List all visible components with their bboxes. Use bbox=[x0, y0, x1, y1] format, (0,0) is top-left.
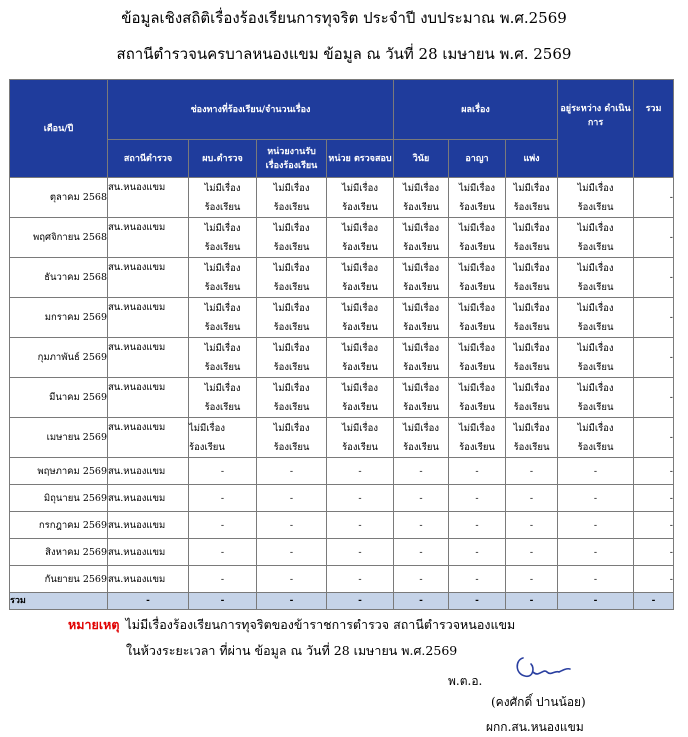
cell-text-line-1: ไม่มีเรื่อง bbox=[204, 382, 241, 394]
cell-text-line-1: ไม่มีเรื่อง bbox=[513, 222, 550, 234]
cell-total: - bbox=[634, 378, 674, 418]
cell-inspection-unit: - bbox=[327, 512, 394, 539]
cell-text-line-1: ไม่มีเรื่อง bbox=[403, 342, 439, 354]
total-label: รวม bbox=[10, 593, 108, 610]
header-results: ผลเรื่อง bbox=[394, 80, 558, 140]
cell-police-chief: - bbox=[189, 539, 257, 566]
table-row bbox=[10, 485, 674, 512]
cell-text-line-2: ร้องเรียน bbox=[513, 201, 550, 213]
subheader-police-chief: ผบ.ตำรวจ bbox=[189, 140, 257, 178]
cell-station: สน.หนองแขม bbox=[108, 458, 189, 485]
cell-inspection-unit bbox=[327, 218, 394, 258]
cell-in-progress bbox=[558, 178, 634, 218]
cell-text-line-1: ไม่มีเรื่อง bbox=[577, 342, 614, 354]
cell-inspection-unit bbox=[327, 418, 394, 458]
cell-in-progress bbox=[558, 338, 634, 378]
cell-total: - bbox=[634, 539, 674, 566]
cell-police-chief bbox=[189, 218, 257, 258]
cell-text-line-2: ร้องเรียน bbox=[577, 281, 614, 293]
cell-text-line-2: ร้องเรียน bbox=[342, 201, 378, 213]
cell-in-progress: - bbox=[558, 539, 634, 566]
cell-criminal: - bbox=[449, 566, 506, 593]
cell-text-line-2: ร้องเรียน bbox=[513, 361, 550, 373]
cell-text-line-1: ไม่มีเรื่อง bbox=[342, 222, 378, 234]
cell-text-line-1: ไม่มีเรื่อง bbox=[513, 302, 550, 314]
cell-in-progress bbox=[558, 418, 634, 458]
cell-civil: - bbox=[506, 458, 558, 485]
cell-text-line-1: ไม่มีเรื่อง bbox=[459, 422, 495, 434]
cell-civil: - bbox=[506, 566, 558, 593]
cell-text-line-2: ร้องเรียน bbox=[342, 361, 378, 373]
cell-text-line-2: ร้องเรียน bbox=[204, 281, 241, 293]
cell-text-line-1: ไม่มีเรื่อง bbox=[273, 342, 310, 354]
cell-text-line-2: ร้องเรียน bbox=[403, 201, 439, 213]
cell-disciplinary bbox=[394, 218, 449, 258]
cell-text-line-1: ไม่มีเรื่อง bbox=[459, 222, 495, 234]
cell-text-line-2: ร้องเรียน bbox=[403, 281, 439, 293]
cell-criminal bbox=[449, 418, 506, 458]
total-station: - bbox=[108, 593, 189, 610]
cell-text-line-1: ไม่มีเรื่อง bbox=[342, 342, 378, 354]
cell-station: สน.หนองแขม bbox=[108, 485, 189, 512]
cell-text-line-2: ร้องเรียน bbox=[273, 281, 310, 293]
page-subtitle: สถานีตำรวจนครบาลหนองแขม ข้อมูล ณ วันที่ 28 เมษายน พ.ศ. 2569 bbox=[116, 45, 572, 63]
cell-text-line-2: ร้องเรียน bbox=[403, 361, 439, 373]
cell-total: - bbox=[634, 512, 674, 539]
cell-inspection-unit bbox=[327, 178, 394, 218]
table-row bbox=[10, 338, 674, 378]
cell-station: สน.หนองแขม bbox=[108, 566, 189, 593]
cell-civil bbox=[506, 258, 558, 298]
cell-text-line-1: ไม่มีเรื่อง bbox=[273, 182, 310, 194]
cell-disciplinary bbox=[394, 258, 449, 298]
cell-criminal: - bbox=[449, 485, 506, 512]
cell-total: - bbox=[634, 178, 674, 218]
cell-in-progress: - bbox=[558, 512, 634, 539]
cell-total: - bbox=[634, 485, 674, 512]
cell-text-line-2: ร้องเรียน bbox=[403, 321, 439, 333]
table-row bbox=[10, 512, 674, 539]
cell-text-line-1: ไม่มีเรื่อง bbox=[204, 182, 241, 194]
cell-inspection-unit: - bbox=[327, 458, 394, 485]
signature-rank: พ.ต.อ. bbox=[448, 674, 483, 688]
table-row bbox=[10, 418, 674, 458]
cell-text-line-1: ไม่มีเรื่อง bbox=[513, 262, 550, 274]
cell-police-chief bbox=[189, 178, 257, 218]
cell-criminal bbox=[449, 178, 506, 218]
cell-text-line-2: ร้องเรียน bbox=[459, 361, 495, 373]
total-total: - bbox=[634, 593, 674, 610]
table-body bbox=[10, 178, 674, 610]
cell-complaint-unit: - bbox=[257, 458, 327, 485]
cell-text-line-1: ไม่มีเรื่อง bbox=[513, 422, 550, 434]
cell-disciplinary bbox=[394, 418, 449, 458]
cell-in-progress bbox=[558, 298, 634, 338]
cell-station: สน.หนองแขม bbox=[108, 258, 189, 298]
cell-text-line-1: ไม่มีเรื่อง bbox=[459, 262, 495, 274]
cell-total: - bbox=[634, 458, 674, 485]
cell-police-chief: - bbox=[189, 485, 257, 512]
cell-text-line-2: ร้องเรียน bbox=[577, 401, 614, 413]
total-civil: - bbox=[506, 593, 558, 610]
cell-civil bbox=[506, 418, 558, 458]
cell-police-chief bbox=[189, 418, 257, 458]
cell-text-line-2: ร้องเรียน bbox=[342, 321, 378, 333]
cell-text-line-2: ร้องเรียน bbox=[577, 361, 614, 373]
page-title: ข้อมูลเชิงสถิติเรื่องร้องเรียนการทุจริต ประจำปี งบประมาณ พ.ศ.2569 bbox=[121, 9, 567, 27]
table-row bbox=[10, 378, 674, 418]
cell-text-line-1: ไม่มีเรื่อง bbox=[513, 382, 550, 394]
cell-criminal bbox=[449, 218, 506, 258]
subheader-inspection-unit: หน่วย ตรวจสอบ bbox=[327, 140, 394, 178]
cell-station: สน.หนองแขม bbox=[108, 338, 189, 378]
note-line-1 bbox=[68, 615, 515, 635]
cell-text-line-2: ร้องเรียน bbox=[342, 241, 378, 253]
cell-text-line-2: ร้องเรียน bbox=[513, 241, 550, 253]
cell-total: - bbox=[634, 338, 674, 378]
cell-month: พฤษภาคม 2569 bbox=[10, 458, 108, 485]
total-row bbox=[10, 593, 674, 610]
cell-text-line-1: ไม่มีเรื่อง bbox=[577, 262, 614, 274]
cell-complaint-unit bbox=[257, 178, 327, 218]
cell-month: สิงหาคม 2569 bbox=[10, 539, 108, 566]
cell-inspection-unit: - bbox=[327, 485, 394, 512]
cell-text-line-2: ร้องเรียน bbox=[273, 241, 310, 253]
cell-text-line-2: ร้องเรียน bbox=[273, 321, 310, 333]
signature-position: ผกก.สน.หนองแขม bbox=[486, 720, 584, 734]
cell-station: สน.หนองแขม bbox=[108, 378, 189, 418]
cell-police-chief: - bbox=[189, 566, 257, 593]
cell-text-line-2: ร้องเรียน bbox=[459, 201, 495, 213]
cell-criminal bbox=[449, 258, 506, 298]
cell-text-line-1: ไม่มีเรื่อง bbox=[403, 382, 439, 394]
cell-text-line-1: ไม่มีเรื่อง bbox=[273, 222, 310, 234]
cell-text-line-2: ร้องเรียน bbox=[459, 441, 495, 453]
cell-text-line-1: ไม่มีเรื่อง bbox=[273, 302, 310, 314]
cell-text-line-1: ไม่มีเรื่อง bbox=[513, 182, 550, 194]
cell-disciplinary bbox=[394, 378, 449, 418]
cell-text-line-1: ไม่มีเรื่อง bbox=[403, 302, 439, 314]
cell-text-line-1: ไม่มีเรื่อง bbox=[403, 422, 439, 434]
signature-name: (คงศักดิ์ ปานน้อย) bbox=[491, 695, 586, 709]
cell-text-line-2: ร้องเรียน bbox=[273, 401, 310, 413]
cell-complaint-unit: - bbox=[257, 485, 327, 512]
cell-text-line-1: ไม่มีเรื่อง bbox=[342, 382, 378, 394]
cell-civil: - bbox=[506, 539, 558, 566]
cell-text-line-1: ไม่มีเรื่อง bbox=[577, 382, 614, 394]
cell-complaint-unit bbox=[257, 258, 327, 298]
cell-month: ธันวาคม 2568 bbox=[10, 258, 108, 298]
subheader-complaint-unit: หน่วยงานรับ เรื่องร้องเรียน bbox=[257, 140, 327, 178]
cell-disciplinary bbox=[394, 298, 449, 338]
cell-text-line-2: ร้องเรียน bbox=[459, 401, 495, 413]
cell-disciplinary: - bbox=[394, 566, 449, 593]
cell-text-line-1: ไม่มีเรื่อง bbox=[577, 422, 614, 434]
cell-criminal bbox=[449, 378, 506, 418]
cell-text-line-1: ไม่มีเรื่อง bbox=[459, 342, 495, 354]
cell-disciplinary: - bbox=[394, 512, 449, 539]
total-police-chief: - bbox=[189, 593, 257, 610]
cell-civil: - bbox=[506, 512, 558, 539]
cell-in-progress: - bbox=[558, 566, 634, 593]
cell-text-line-2: ร้องเรียน bbox=[403, 401, 439, 413]
cell-text-line-1: ไม่มีเรื่อง bbox=[273, 422, 310, 434]
cell-station: สน.หนองแขม bbox=[108, 218, 189, 258]
cell-text-line-1: ไม่มีเรื่อง bbox=[189, 422, 225, 434]
cell-text-line-1: ไม่มีเรื่อง bbox=[403, 262, 439, 274]
cell-text-line-1: ไม่มีเรื่อง bbox=[342, 422, 378, 434]
cell-text-line-2: ร้องเรียน bbox=[204, 241, 241, 253]
handwritten-signature bbox=[513, 648, 573, 688]
cell-disciplinary bbox=[394, 178, 449, 218]
total-in-progress: - bbox=[558, 593, 634, 610]
cell-text-line-2: ร้องเรียน bbox=[204, 361, 241, 373]
cell-month: กันยายน 2569 bbox=[10, 566, 108, 593]
cell-civil bbox=[506, 218, 558, 258]
cell-text-line-1: ไม่มีเรื่อง bbox=[459, 182, 495, 194]
cell-text-line-1: ไม่มีเรื่อง bbox=[204, 222, 241, 234]
cell-station: สน.หนองแขม bbox=[108, 539, 189, 566]
subheader-station: สถานีตำรวจ bbox=[108, 140, 189, 178]
cell-total: - bbox=[634, 418, 674, 458]
cell-inspection-unit bbox=[327, 298, 394, 338]
header-month: เดือน/ปี bbox=[10, 80, 108, 178]
cell-inspection-unit: - bbox=[327, 566, 394, 593]
cell-in-progress bbox=[558, 378, 634, 418]
header-total: รวม bbox=[634, 80, 674, 178]
cell-month: กรกฎาคม 2569 bbox=[10, 512, 108, 539]
cell-criminal bbox=[449, 338, 506, 378]
cell-text-line-1: ไม่มีเรื่อง bbox=[577, 222, 614, 234]
cell-text-line-1: ไม่มีเรื่อง bbox=[577, 182, 614, 194]
cell-text-line-1: ไม่มีเรื่อง bbox=[403, 182, 439, 194]
cell-inspection-unit bbox=[327, 378, 394, 418]
cell-text-line-2: ร้องเรียน bbox=[403, 241, 439, 253]
subheader-disciplinary: วินัย bbox=[394, 140, 449, 178]
cell-police-chief bbox=[189, 378, 257, 418]
cell-text-line-1: ไม่มีเรื่อง bbox=[342, 262, 378, 274]
cell-text-line-2: ร้องเรียน bbox=[459, 281, 495, 293]
cell-in-progress: - bbox=[558, 485, 634, 512]
cell-text-line-2: ร้องเรียน bbox=[403, 441, 439, 453]
cell-text-line-1: ไม่มีเรื่อง bbox=[273, 382, 310, 394]
cell-text-line-1: ไม่มีเรื่อง bbox=[577, 302, 614, 314]
cell-text-line-2: ร้องเรียน bbox=[204, 201, 241, 213]
table-row bbox=[10, 539, 674, 566]
cell-inspection-unit bbox=[327, 338, 394, 378]
cell-civil bbox=[506, 178, 558, 218]
cell-text-line-1: ไม่มีเรื่อง bbox=[342, 182, 378, 194]
complaint-statistics-table bbox=[9, 79, 674, 610]
table-row bbox=[10, 258, 674, 298]
cell-text-line-2: ร้องเรียน bbox=[577, 321, 614, 333]
cell-in-progress bbox=[558, 218, 634, 258]
cell-complaint-unit bbox=[257, 378, 327, 418]
cell-text-line-2: ร้องเรียน bbox=[577, 201, 614, 213]
cell-text-line-2: ร้องเรียน bbox=[342, 281, 378, 293]
cell-text-line-2: ร้องเรียน bbox=[342, 401, 378, 413]
subheader-criminal: อาญา bbox=[449, 140, 506, 178]
cell-complaint-unit bbox=[257, 218, 327, 258]
cell-text-line-1: ไม่มีเรื่อง bbox=[273, 262, 310, 274]
cell-text-line-1: ไม่มีเรื่อง bbox=[459, 302, 495, 314]
cell-disciplinary bbox=[394, 338, 449, 378]
table-row bbox=[10, 458, 674, 485]
cell-complaint-unit bbox=[257, 418, 327, 458]
cell-disciplinary: - bbox=[394, 539, 449, 566]
cell-inspection-unit bbox=[327, 258, 394, 298]
cell-text-line-1: ไม่มีเรื่อง bbox=[342, 302, 378, 314]
cell-text-line-1: ไม่มีเรื่อง bbox=[204, 262, 241, 274]
cell-police-chief bbox=[189, 258, 257, 298]
cell-text-line-2: ร้องเรียน bbox=[459, 241, 495, 253]
cell-text-line-1: ไม่มีเรื่อง bbox=[459, 382, 495, 394]
cell-text-line-2: ร้องเรียน bbox=[513, 281, 550, 293]
table-row bbox=[10, 298, 674, 338]
cell-complaint-unit: - bbox=[257, 539, 327, 566]
cell-text-line-2: ร้องเรียน bbox=[189, 441, 225, 453]
total-complaint-unit: - bbox=[257, 593, 327, 610]
cell-in-progress bbox=[558, 258, 634, 298]
total-disciplinary: - bbox=[394, 593, 449, 610]
cell-text-line-1: ไม่มีเรื่อง bbox=[403, 222, 439, 234]
table-row bbox=[10, 178, 674, 218]
cell-police-chief: - bbox=[189, 458, 257, 485]
header-channels: ช่องทางที่ร้องเรียน/จำนวนเรื่อง bbox=[108, 80, 394, 140]
cell-text-line-1: ไม่มีเรื่อง bbox=[204, 342, 241, 354]
cell-text-line-2: ร้องเรียน bbox=[273, 361, 310, 373]
header-in-progress: อยู่ระหว่าง ดำเนินการ bbox=[558, 80, 634, 178]
cell-text-line-2: ร้องเรียน bbox=[204, 401, 241, 413]
cell-disciplinary: - bbox=[394, 458, 449, 485]
cell-criminal: - bbox=[449, 539, 506, 566]
cell-text-line-2: ร้องเรียน bbox=[204, 321, 241, 333]
cell-inspection-unit: - bbox=[327, 539, 394, 566]
cell-month: เมษายน 2569 bbox=[10, 418, 108, 458]
total-criminal: - bbox=[449, 593, 506, 610]
cell-police-chief: - bbox=[189, 512, 257, 539]
cell-month: พฤศจิกายน 2568 bbox=[10, 218, 108, 258]
cell-disciplinary: - bbox=[394, 485, 449, 512]
cell-total: - bbox=[634, 218, 674, 258]
total-inspection-unit: - bbox=[327, 593, 394, 610]
cell-in-progress: - bbox=[558, 458, 634, 485]
table-row bbox=[10, 566, 674, 593]
cell-complaint-unit: - bbox=[257, 566, 327, 593]
cell-text-line-2: ร้องเรียน bbox=[342, 441, 378, 453]
cell-month: มีนาคม 2569 bbox=[10, 378, 108, 418]
cell-station: สน.หนองแขม bbox=[108, 512, 189, 539]
cell-total: - bbox=[634, 566, 674, 593]
table-row bbox=[10, 218, 674, 258]
cell-criminal bbox=[449, 298, 506, 338]
cell-text-line-2: ร้องเรียน bbox=[273, 441, 310, 453]
cell-text-line-1: ไม่มีเรื่อง bbox=[204, 302, 241, 314]
cell-total: - bbox=[634, 258, 674, 298]
cell-text-line-2: ร้องเรียน bbox=[513, 441, 550, 453]
cell-criminal: - bbox=[449, 458, 506, 485]
cell-complaint-unit bbox=[257, 298, 327, 338]
cell-text-line-2: ร้องเรียน bbox=[577, 241, 614, 253]
cell-station: สน.หนองแขม bbox=[108, 418, 189, 458]
cell-month: มกราคม 2569 bbox=[10, 298, 108, 338]
cell-text-line-1: ไม่มีเรื่อง bbox=[513, 342, 550, 354]
cell-text-line-2: ร้องเรียน bbox=[459, 321, 495, 333]
cell-month: กุมภาพันธ์ 2569 bbox=[10, 338, 108, 378]
cell-month: ตุลาคม 2568 bbox=[10, 178, 108, 218]
cell-civil: - bbox=[506, 485, 558, 512]
note-text: ไม่มีเรื่องร้องเรียนการทุจริตของข้าราชการตำรวจ สถานีตำรวจหนองแขม bbox=[125, 617, 516, 632]
cell-civil bbox=[506, 378, 558, 418]
cell-civil bbox=[506, 338, 558, 378]
cell-police-chief bbox=[189, 298, 257, 338]
note-line-2: ในห้วงระยะเวลา ที่ผ่าน ข้อมูล ณ วันที่ 28 เมษายน พ.ศ.2569 bbox=[126, 643, 458, 658]
cell-criminal: - bbox=[449, 512, 506, 539]
cell-text-line-2: ร้องเรียน bbox=[577, 441, 614, 453]
note-label: หมายเหตุ bbox=[68, 617, 120, 632]
cell-text-line-2: ร้องเรียน bbox=[513, 321, 550, 333]
cell-month: มิถุนายน 2569 bbox=[10, 485, 108, 512]
cell-complaint-unit: - bbox=[257, 512, 327, 539]
cell-police-chief bbox=[189, 338, 257, 378]
cell-complaint-unit bbox=[257, 338, 327, 378]
cell-total: - bbox=[634, 298, 674, 338]
cell-civil bbox=[506, 298, 558, 338]
subheader-civil: แพ่ง bbox=[506, 140, 558, 178]
cell-text-line-2: ร้องเรียน bbox=[513, 401, 550, 413]
cell-station: สน.หนองแขม bbox=[108, 178, 189, 218]
cell-text-line-2: ร้องเรียน bbox=[273, 201, 310, 213]
cell-station: สน.หนองแขม bbox=[108, 298, 189, 338]
